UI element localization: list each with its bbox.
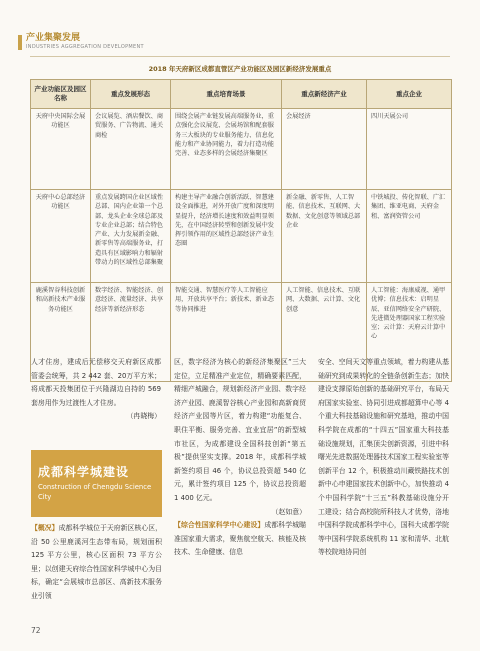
cell-scene: 智能交通、智慧医疗等人工智能应用，开放共享平台；新技术、新业态等协同推进 [171, 283, 282, 382]
cell-industry: 会展经济 [282, 109, 367, 190]
cell-name: 鹿溪智谷科技创新和高新技术产业服务功能区 [31, 283, 91, 382]
cell-scene: 围绕会展产业链发展高端服务业，重点强化会议展览、会展场馆和配套服务三大板块的专业服务能力、信息化能力和产业协同能力，着力打造功能完善、业态多样的会展经济集聚区 [171, 109, 282, 190]
body-column-3 [318, 356, 449, 560]
table-row [31, 109, 452, 190]
paragraph: 区，数字经济为核心的新经济集聚区”三大定位，立足精准产业定位，精确要素匹配，精细产城融合，规划新经济产业园、数字经济产业园、鹿溪智谷核心产业园和高新商贸经济产业园等片区，着力构建“功能复合、职住平衡、服务完善、宜业宜居”的新型城市社区，为成都建设全国科技创新“第五极”提供坚实支撑。2018 年，成都科学城新签约项目 46 个，协议总投资超 540 亿元，累计签约项目 125 个，协议总投资超 1 400 亿元。 [174, 358, 306, 502]
section-tag: 【概况】 [31, 524, 59, 532]
table-header-row [31, 80, 452, 109]
header-accent-bar [18, 35, 22, 50]
cell-scene: 构建主导产业融合创新活跃、智慧建设全面推进，对外开放广度和深度明显提升，经济增长速度和效益明显领先，在中国经济转型和创新发展中发挥引领作用的区域性总部经济产业生态圈 [171, 190, 282, 283]
column-header: 重点新经济产业 [282, 80, 367, 109]
column-header: 重点发展形态 [91, 80, 171, 109]
section-title: 产业集聚发展 [26, 33, 81, 43]
industry-table [30, 79, 452, 382]
body-column-2 [174, 356, 306, 560]
cell-name: 天府中央国际会展功能区 [31, 109, 91, 190]
cell-form: 会议展览、酒店餐饮、商贸服务、广告物流、通关商检 [91, 109, 171, 190]
table-title: 2018 年天府新区成都直管区产业功能区及园区新经济发展重点 [148, 65, 332, 73]
byline: （冉晓梅） [126, 412, 161, 421]
feature-subtitle: Construction of Chengdu Science City [38, 483, 152, 501]
byline: （赵如意） [271, 507, 306, 516]
header-divider [30, 56, 450, 57]
column-header: 重点企业 [367, 80, 452, 109]
cell-form: 重点发展跨国企业区域性总部、国内企业第一个总部、龙头企业全球总部及专业企业总部；结合特色产业、大力发展新金融、新零售等高端服务业，打造具有区域影响力和辐射带动力的区域性总部集聚 [91, 190, 171, 283]
cell-enterprise: 人工智能：海康威视、通甲优博；信息技术：启明星辰、亚信网络安全产研院、先进微处理器国家工程实验室；云计算：天府云计算中心 [367, 283, 452, 382]
paragraph: 成都科学城位于天府新区核心区，沿 50 公里鹿溪河生态带布局，规划面积 125 平方公里，核心区面积 73 平方公里；以创建天府综合性国家科学城中心为目标，确定“会展城市总部区、高新技术服务业引领 [31, 524, 163, 600]
cell-name: 天府中心总部经济功能区 [31, 190, 91, 283]
paragraph: 人才住房，建成后无偿移交天府新区成都管委会统筹，共 2 442 套、20万平方米；将成都天投集团位于兴隆湖边自持的 569 套房用作为过渡性人才住房。 [31, 358, 161, 407]
section-tag: 【综合性国家科学中心建设】 [174, 521, 265, 530]
body-column-1 [31, 356, 161, 424]
page-header [26, 33, 144, 51]
feature-banner [31, 450, 162, 517]
cell-industry: 新金融、新零售、人工智能、信息技术、互联网、大数据、文化创意等领域总部企业 [282, 190, 367, 283]
body-column-1-lower [31, 522, 162, 604]
cell-industry: 人工智能、信息技术、互联网、大数据、云计算、文化创意 [282, 283, 367, 382]
cell-enterprise: 四川天展公司 [367, 109, 452, 190]
cell-form: 数字经济、智能经济、创意经济、流量经济、共享经济等新经济形态 [91, 283, 171, 382]
paragraph: 安全、空间天文等重点领域，着力构建从基础研究到成果转化的全链条创新生态；加快建设支撑原始创新的基础研究平台，布局天府国家实验室、协同引进成都超算中心等 4 个重大科技基础设施和研究基地，推动中国科学院在成都的“十四五”国家重大科技基础设施规划，汇集顶尖创新资源，引进中科曙光先进数据处理器技术国家工程实验室等创新平台 12 个，积极推动川藏铁路技术创新中心申建国家技术创新中心，加快推动 4 个中国科学院“十三五”科教基础设施分开工建设；结合高校院所科技人才优势，洛地中国科学院成都科学中心，国科大成都学院等中国科学院系统机构 11 家和清华、北航等校院地协同创 [318, 358, 449, 557]
table-row [31, 190, 452, 283]
column-header: 重点培育场景 [171, 80, 282, 109]
feature-title: 成都科学城建设 [38, 465, 130, 479]
page-number: 72 [31, 626, 41, 635]
section-subtitle: INDUSTRIES AGGREGATION DEVELOPMENT [26, 44, 144, 50]
cell-enterprise: 中铁城投、传化智联、广汇集团、维亚电商、天府金租、富润资管公司 [367, 190, 452, 283]
column-header: 产业功能区及园区名称 [31, 80, 91, 109]
paragraph: 成都科学城瞄准国家重大需求，聚焦航空航天、核能及核技术、生命健康、信息 [174, 521, 307, 557]
